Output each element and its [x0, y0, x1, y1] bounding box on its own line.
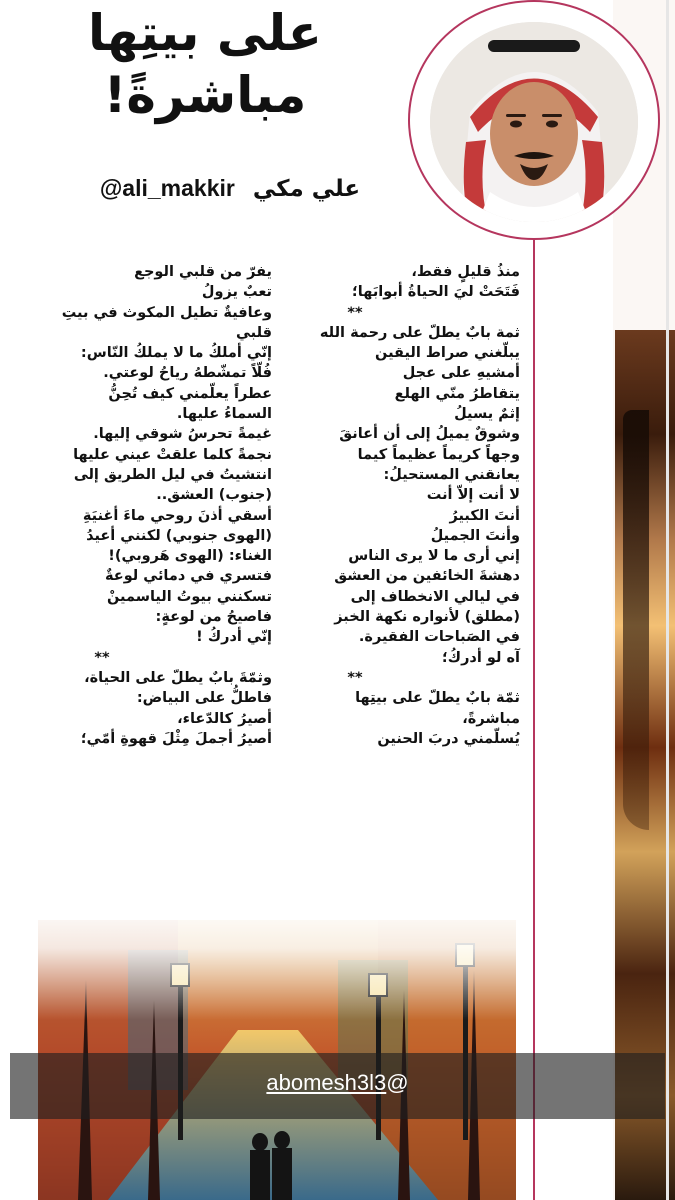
- author-name: علي مكي: [252, 176, 361, 202]
- poem-line: أمشيهِ على عجل: [402, 365, 520, 382]
- poem-line: الغناء: (الهوى هَروبي)!: [108, 548, 272, 565]
- poem-line: (الهوى جنوبي) لكنني أعيدُ: [86, 527, 272, 544]
- watermark-at: @: [386, 1070, 409, 1095]
- poem-column-right: [280, 262, 520, 749]
- poem-line: ثمّة بابٌ يطلّ على بيتِها: [355, 690, 520, 707]
- poem-line: يُسلّمني دربَ الحنين: [377, 730, 520, 747]
- poem-column-left: [22, 262, 272, 749]
- poem-line: أصيرُ كالدّعاء،: [177, 710, 272, 727]
- poem-line: وجهاً كريماً عظيماً كيما: [357, 446, 520, 463]
- watermark-handle[interactable]: abomesh3l3: [266, 1070, 387, 1095]
- poem-line: غيمةً تحرسُ شوقي إليها.: [93, 426, 272, 443]
- article-headline: [40, 2, 370, 126]
- poem-line: فُلّاً تمشّطهُ رياحُ لوعتي.: [103, 365, 272, 382]
- poem-line: يعانقني المستحيلُ:: [383, 466, 520, 483]
- poem-line: يفرّ من قلبي الوجع: [134, 264, 272, 280]
- poem-separator: **: [347, 669, 363, 686]
- poem-line: وثمّةَ بابٌ يطلّ على الحياة،: [84, 669, 272, 686]
- author-handle: @ali_makkir: [99, 175, 235, 201]
- poem-line: إنّي أملكُ ما لا يملكُ النّاس:: [80, 345, 272, 362]
- poem-line: فَتَحَتْ ليَ الحياةُ أبوابَها؛: [352, 284, 520, 301]
- author-photo: [430, 22, 638, 222]
- poem-line: تسكنني بيوتُ الياسمينْ: [107, 588, 272, 605]
- poem-line: منذُ قليلٍ فقط،: [411, 264, 520, 280]
- watermark-text: [10, 1070, 665, 1096]
- poem-line: قلبي: [235, 324, 272, 341]
- poem-line: وشوقٌ يميلُ إلى أن أعانقَ: [339, 426, 520, 443]
- poem-line: أصيرُ أجملَ مِثْلَ قهوةِ أمّي؛: [80, 730, 272, 747]
- watermark-bar: [10, 1053, 665, 1119]
- poem-line: (مطلق) لأنواره نكهة الخبز: [334, 609, 520, 626]
- poem-line: إنّي أدركُ !: [196, 629, 272, 646]
- poem-line: في ليالي الانخطاف إلى: [350, 588, 520, 605]
- poem-line: لا أنت إلاّ أنت: [426, 487, 520, 504]
- poem-line: (جنوب) العشق..: [156, 487, 272, 504]
- poem-line: آه لو أدركُ؛: [441, 649, 520, 666]
- poem-line: إثمٌ يسيلُ: [454, 406, 520, 423]
- poem-separator: **: [94, 649, 110, 666]
- headline-line-1: على بيتِها: [88, 4, 322, 62]
- poem-line: يتقاطرُ منّي الهلع: [394, 385, 520, 402]
- poem-line: إني أرى ما لا يرى الناس: [348, 548, 520, 565]
- poem-line: فتسري في دمائي لوعةٌ: [105, 568, 272, 585]
- poem-line: دهشةَ الخائفين من العشق: [334, 568, 520, 585]
- author-portrait-icon: [430, 22, 638, 222]
- poem-line: يبلّغني صراط اليقين: [375, 345, 520, 362]
- poem-line: أسقي أذنَ روحي ماءَ أغنيَةِ: [82, 507, 272, 524]
- poem-separator: **: [347, 304, 363, 321]
- painting-fade: [38, 900, 516, 1020]
- poem-line: في الصَباحات الفقيرة.: [358, 629, 520, 646]
- poem-line: فاطلُّ على البياض:: [136, 690, 272, 707]
- poem-line: وأنتَ الجميلُ: [430, 527, 520, 544]
- byline: [80, 175, 380, 202]
- poem-line: ثمة بابٌ يطلّ على رحمة الله: [319, 324, 520, 341]
- headline-line-2: مباشرةً!: [103, 66, 307, 124]
- poem-line: وعافيةٌ تطيل المكوث في بيتِ: [61, 304, 272, 321]
- poem-line: عطراً يعلّمني كيف تُحِنُّ: [108, 385, 272, 402]
- poem-line: انتشيتُ في ليل الطريق إلى: [73, 466, 272, 483]
- poem-line: فاصيحُ من لوعةٍ:: [155, 609, 272, 626]
- poem-line: نجمةً كلما علقتْ عيني عليها: [73, 446, 272, 463]
- scroll-rail: [666, 0, 669, 1200]
- poem-line: مباشرةً،: [462, 710, 520, 727]
- poem-line: السماءُ عليها.: [176, 406, 272, 423]
- poem-line: أنتَ الكبيرُ: [449, 507, 520, 524]
- poem-line: تعبٌ يزولُ: [201, 284, 272, 301]
